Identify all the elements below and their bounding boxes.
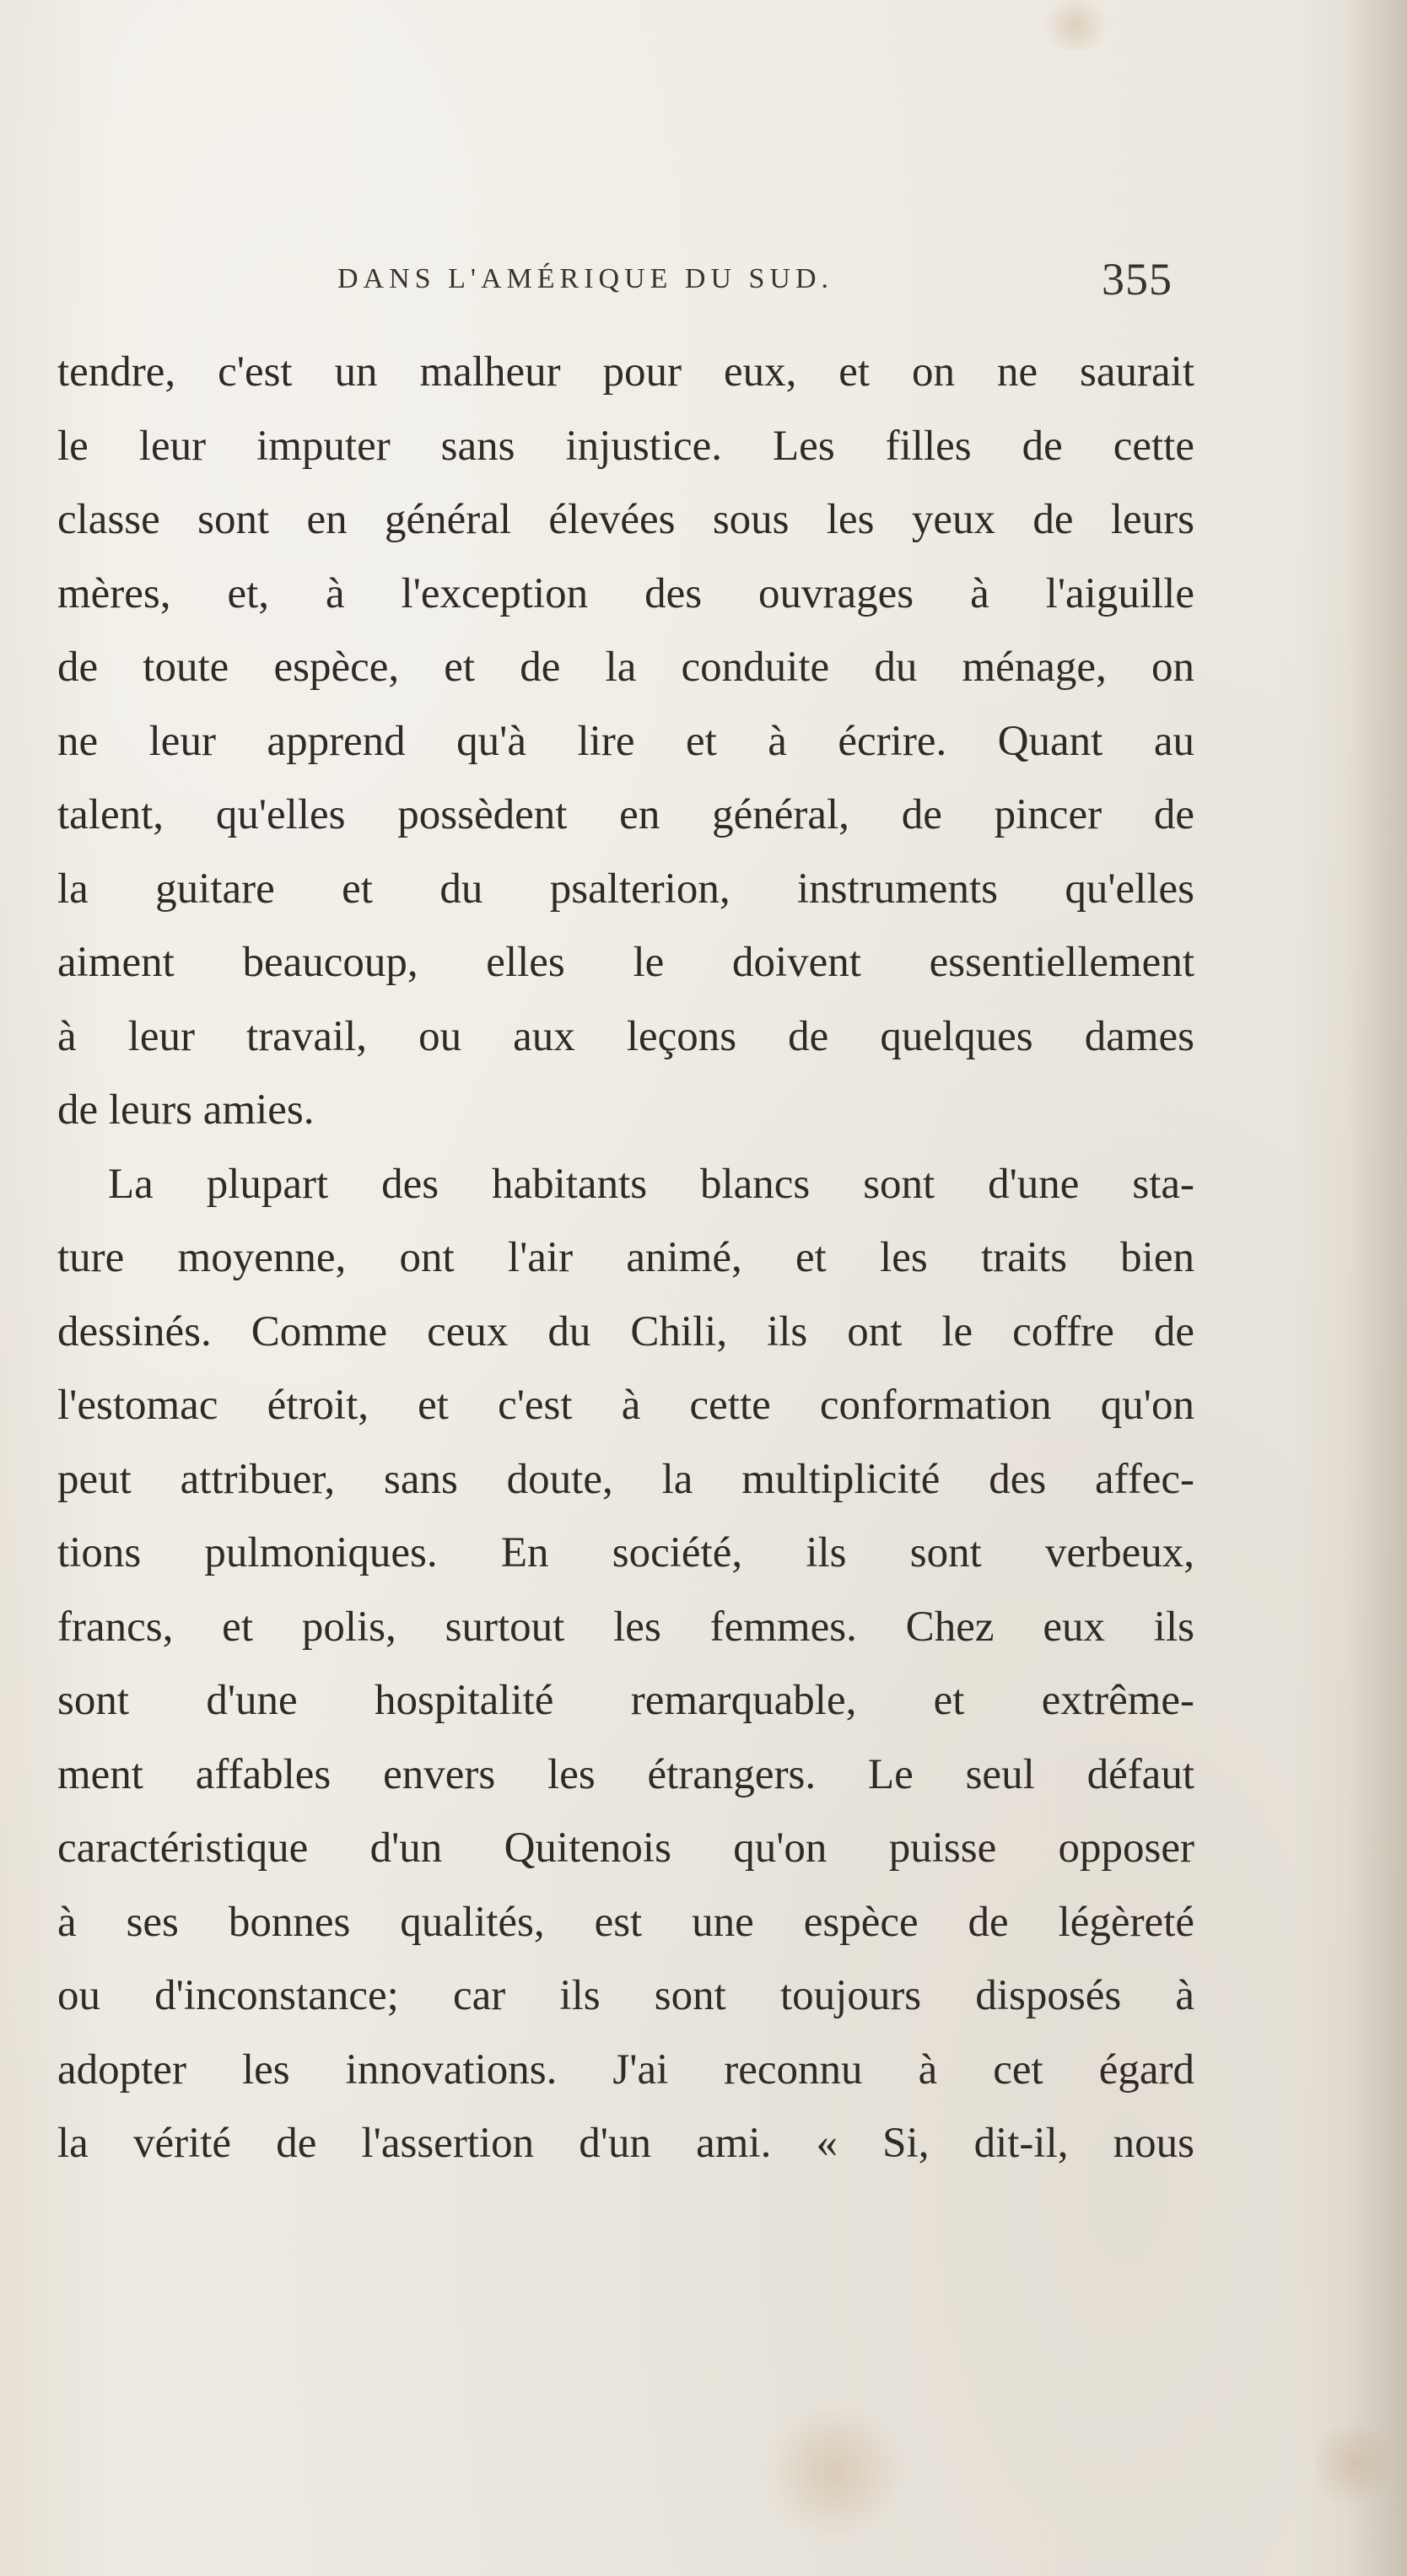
text-line: le leur imputer sans injustice. Les filles de cette <box>57 422 1194 470</box>
running-head: DANS L'AMÉRIQUE DU SUD. <box>337 263 834 294</box>
text-line: la vérité de l'assertion d'un ami. « Si, dit-il, nous <box>57 2120 1194 2167</box>
text-line: ment affables envers les étrangers. Le seul défaut <box>57 1750 1194 1798</box>
page-header <box>0 253 1407 321</box>
page-edge-shadow <box>1348 0 1407 2576</box>
paper-stain <box>1316 2412 1392 2514</box>
text-line: caractéristique d'un Quitenois qu'on puisse opposer <box>57 1824 1194 1872</box>
text-line: à ses bonnes qualités, est une espèce de légèreté <box>57 1898 1194 1946</box>
text-line: de toute espèce, et de la conduite du ménage, on <box>57 644 1194 691</box>
paragraph-start-line: La plupart des habitants blancs sont d'une sta- <box>108 1160 1194 1208</box>
paper-stain <box>759 2404 911 2539</box>
page-number: 355 <box>1102 254 1172 304</box>
text-line: talent, qu'elles possèdent en général, de pincer de <box>57 791 1194 838</box>
text-line: tendre, c'est un malheur pour eux, et on ne saurait <box>57 348 1194 396</box>
text-line: à leur travail, ou aux leçons de quelques dames <box>57 1012 1194 1060</box>
paper-stain <box>1038 0 1113 51</box>
text-line: peut attribuer, sans doute, la multiplicité des affec- <box>57 1455 1194 1503</box>
text-line: tions pulmoniques. En société, ils sont verbeux, <box>57 1529 1194 1576</box>
text-line: mères, et, à l'exception des ouvrages à l'aiguille <box>57 569 1194 617</box>
text-line: l'estomac étroit, et c'est à cette conformation qu'on <box>57 1382 1194 1429</box>
text-line: dessinés. Comme ceux du Chili, ils ont le coffre de <box>57 1307 1194 1355</box>
text-line: la guitare et du psalterion, instruments qu'elles <box>57 865 1194 913</box>
body-text <box>57 336 1194 2181</box>
paragraph-end-line: de leurs amies. <box>57 1086 315 1134</box>
text-line: adopter les innovations. J'ai reconnu à cet égard <box>57 2045 1194 2094</box>
text-line: sont d'une hospitalité remarquable, et extrême- <box>57 1677 1194 1724</box>
text-line: francs, et polis, surtout les femmes. Chez eux ils <box>57 1603 1194 1651</box>
text-line: ou d'inconstance; car ils sont toujours disposés à <box>57 1972 1194 2019</box>
text-line: ne leur apprend qu'à lire et à écrire. Quant au <box>57 717 1194 765</box>
text-line: classe sont en général élevées sous les yeux de leurs <box>57 496 1194 543</box>
text-line: ture moyenne, ont l'air animé, et les traits bien <box>57 1234 1194 1281</box>
text-line: aiment beaucoup, elles le doivent essentiellement <box>57 939 1194 986</box>
